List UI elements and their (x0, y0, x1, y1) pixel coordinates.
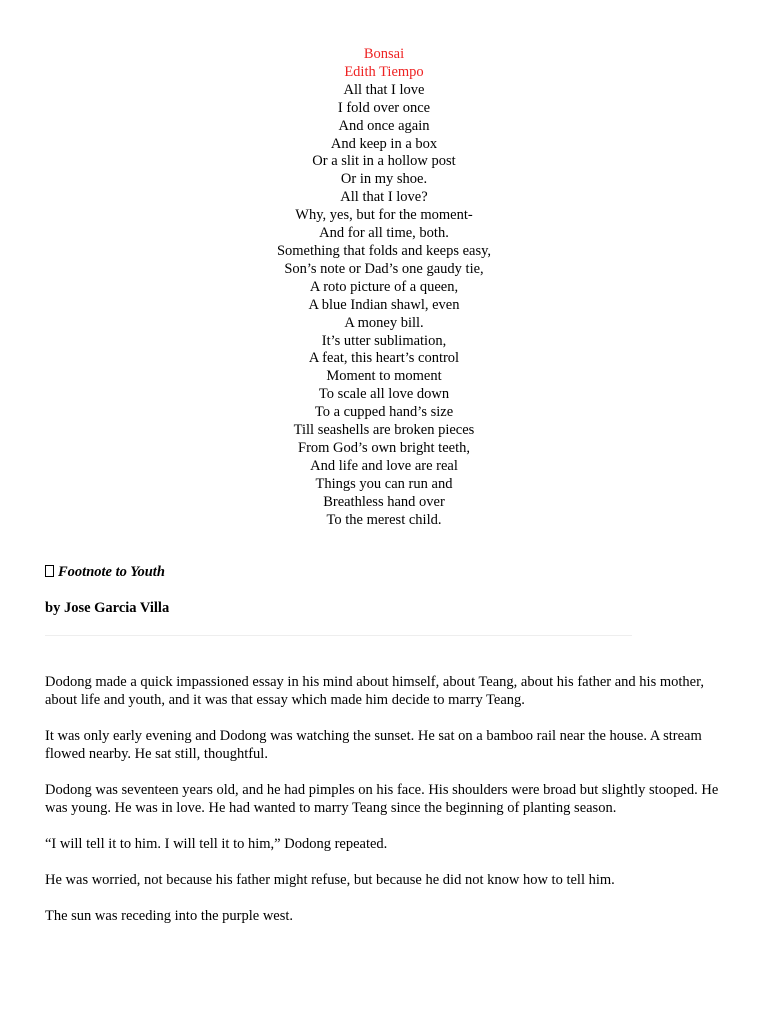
story-paragraph: It was only early evening and Dodong was watching the sunset. He sat on a bamboo rail near the house. A stream flowed nearby. He sat still, thoughtful. (45, 728, 702, 762)
poem-line: A feat, this heart’s control (308, 350, 460, 367)
divider (45, 635, 632, 636)
poem-line: Till seashells are broken pieces (293, 422, 475, 439)
poem-line: Moment to moment (326, 368, 442, 385)
poem-line: Or in my shoe. (340, 171, 428, 188)
story-paragraph: The sun was receding into the purple west. (45, 908, 294, 924)
story-title (45, 563, 165, 581)
poem-line: A money bill. (344, 314, 424, 331)
poem-line: All that I love (343, 81, 425, 98)
poem-line: And life and love are real (310, 457, 458, 474)
poem-line: To a cupped hand’s size (314, 404, 454, 421)
story-paragraph: “I will tell it to him. I will tell it to him,” Dodong repeated. (45, 836, 388, 852)
poem-line: Something that folds and keeps easy, (276, 242, 492, 259)
missing-glyph-icon (45, 565, 54, 577)
poem-line: A roto picture of a queen, (309, 278, 459, 295)
poem-author: Edith Tiempo (344, 63, 424, 80)
poem-line: From God’s own bright teeth, (298, 439, 470, 456)
poem-lines (0, 82, 768, 530)
poem-line: Son’s note or Dad’s one gaudy tie, (284, 260, 484, 277)
story-title-text: Footnote to Youth (58, 564, 165, 580)
poem-line: Why, yes, but for the moment- (295, 207, 473, 224)
poem-line: To the merest child. (326, 511, 442, 528)
poem-line: And keep in a box (330, 135, 438, 152)
poem-line: Things you can run and (315, 475, 453, 492)
poem-line: All that I love? (340, 189, 428, 206)
poem (0, 46, 768, 529)
story-body (45, 673, 725, 943)
poem-line: I fold over once (337, 99, 431, 116)
story-paragraph: He was worried, not because his father might refuse, but because he did not know how to tell him. (45, 872, 615, 888)
poem-line: To scale all love down (318, 386, 450, 403)
poem-line: And for all time, both. (319, 225, 449, 242)
story-paragraph: Dodong made a quick impassioned essay in his mind about himself, about Teang, about his father and his mother, about life and youth, and it was that essay which made him decide to marry Teang. (45, 674, 704, 708)
poem-line: Or a slit in a hollow post (312, 153, 456, 170)
poem-line: Breathless hand over (323, 493, 445, 510)
poem-line: It’s utter sublimation, (321, 332, 447, 349)
poem-title: Bonsai (363, 46, 405, 62)
poem-line: And once again (338, 117, 430, 134)
story-byline: by Jose Garcia Villa (45, 600, 170, 616)
poem-line: A blue Indian shawl, even (308, 296, 460, 313)
story-paragraph: Dodong was seventeen years old, and he had pimples on his face. His shoulders were broad but slightly stooped. He was young. He was in love. He had wanted to marry Teang since the beginning of planting season. (45, 782, 719, 816)
